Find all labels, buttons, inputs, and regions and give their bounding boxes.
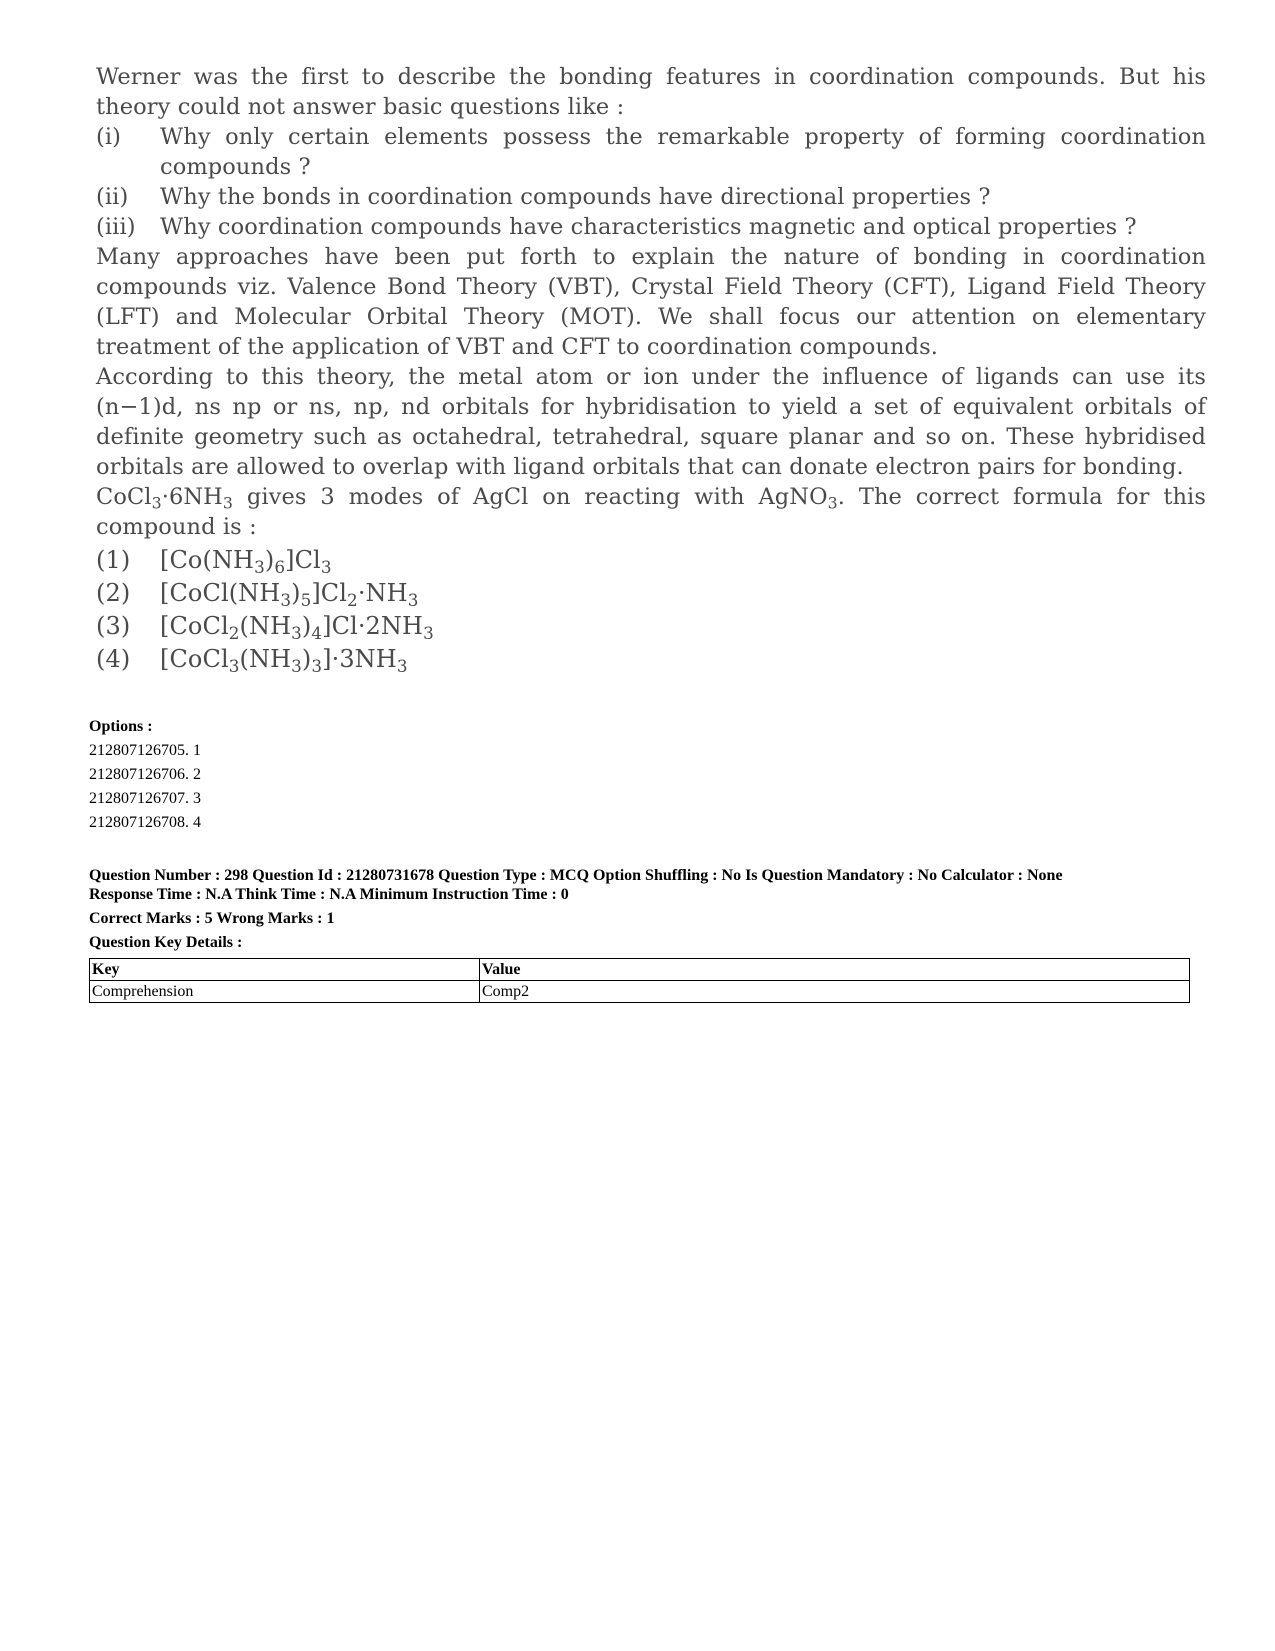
- passage-paragraph-2: Many approaches have been put forth to explain the nature of bonding in coordination compounds viz. Valence Bond Theory (VBT), Crystal Field Theory (CFT), Ligand Field Theory (LFT) and Molecular Orbital Theory (MOT). We shall focus our attention on elementary treatment of the application of VBT and CFT to coordination compounds.: [96, 244, 1206, 360]
- table-row: [90, 981, 1190, 1003]
- key-details-table: [89, 958, 1190, 1003]
- passage-paragraph-3: According to this theory, the metal atom or ion under the influence of ligands can use its (n−1)d, ns np or ns, np, nd orbitals for hybridisation to yield a set of equivalent orbitals of definite geometry such as octahedral, tetrahedral, square planar and so on. These hybridised orbitals are allowed to overlap with ligand orbitals that can donate electron pairs for bonding.: [96, 364, 1206, 480]
- item-number: (iii): [96, 214, 136, 240]
- passage-intro: Werner was the first to describe the bonding features in coordination compounds. But his theory could not answer basic questions like :: [96, 64, 1206, 120]
- item-number: (ii): [96, 184, 129, 210]
- option-item: 212807126707. 3: [89, 790, 201, 807]
- formula-choice: (1) $[Co(NH_3)_6]Cl_3$: [96, 546, 332, 578]
- options-label: Options :: [89, 718, 153, 735]
- option-item: 212807126705. 1: [89, 742, 201, 759]
- item-text: Why coordination compounds have characteristics magnetic and optical properties ?: [160, 214, 1137, 240]
- table-header-row: [90, 959, 1190, 981]
- cell-value: Comp2: [480, 981, 1190, 1003]
- formula-choice: (4) $[CoCl_3(NH_3)_3]\cdot 3NH_3$: [96, 645, 408, 677]
- item-text: Why the bonds in coordination compounds have directional properties ?: [160, 184, 991, 210]
- formula-choice: (2) $[CoCl(NH_3)_5]Cl_2\cdot NH_3$: [96, 579, 419, 611]
- item-text: Why only certain elements possess the remarkable property of forming coordination compounds ?: [160, 124, 1206, 180]
- formula-choice: (3) $[CoCl_2(NH_3)_4]Cl\cdot 2NH_3$: [96, 612, 434, 644]
- option-item: 212807126708. 4: [89, 814, 201, 831]
- item-number: (i): [96, 124, 122, 150]
- list-item: [96, 212, 1206, 242]
- formula-choices: [96, 544, 1206, 676]
- cell-key: Comprehension: [90, 981, 480, 1003]
- marks-line: Correct Marks : 5 Wrong Marks : 1: [89, 910, 335, 927]
- key-details-label: Question Key Details :: [89, 934, 243, 951]
- list-item: [96, 122, 1206, 182]
- list-item: [96, 182, 1206, 212]
- question-stem: $CoCl_3\cdot 6NH_3$ gives 3 modes of AgCl on reacting with AgNO$_3$. The correct formula for this compound is :: [96, 484, 1206, 540]
- question-info: [89, 866, 1199, 904]
- question-info-line: Question Number : 298 Question Id : 21280731678 Question Type : MCQ Option Shuffling : No Is Question Mandatory : No Calculator : None: [89, 867, 1063, 884]
- header-value: Value: [480, 959, 1190, 981]
- option-item: 212807126706. 2: [89, 766, 201, 783]
- question-info-line: Response Time : N.A Think Time : N.A Minimum Instruction Time : 0: [89, 886, 569, 903]
- header-key: Key: [90, 959, 480, 981]
- question-list: [96, 122, 1206, 242]
- passage-image: [96, 62, 1206, 676]
